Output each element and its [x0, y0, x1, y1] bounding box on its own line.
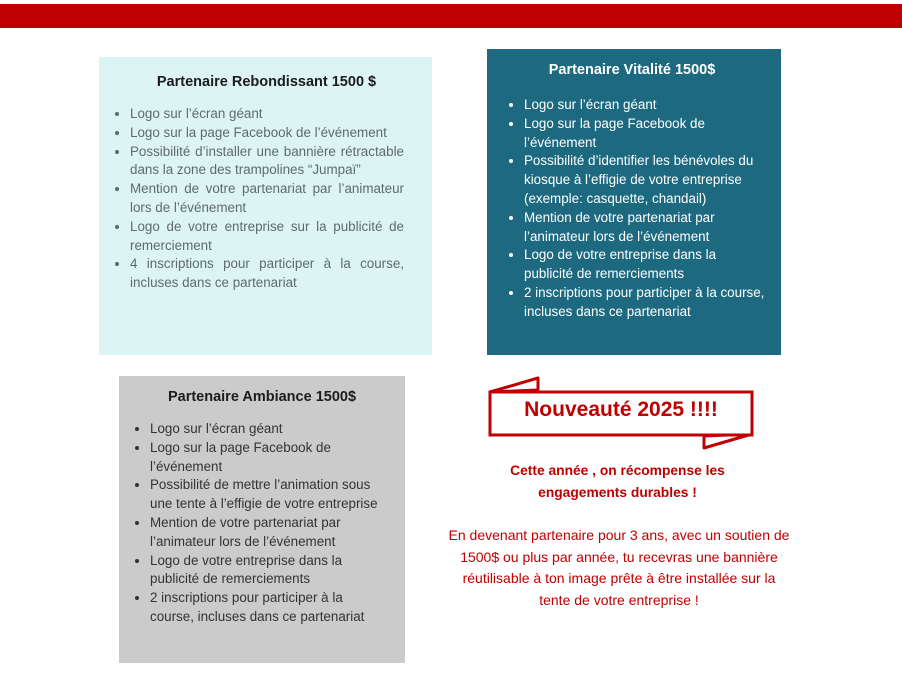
benefit-item: • Logo de votre entreprise dans la publicité de remerciements — [524, 246, 765, 284]
sponsor-card-rebondissant — [99, 57, 432, 355]
benefit-item: • Logo de votre entreprise sur la publicité de remerciement — [130, 218, 404, 256]
new-2025-ribbon — [486, 376, 756, 450]
top-banner-bar — [0, 4, 902, 28]
promo-subtitle: Cette année , on récompense les engagements durables ! — [510, 463, 725, 500]
benefits-list — [99, 105, 404, 293]
benefits-list — [119, 420, 383, 627]
sponsor-card-vitalite — [487, 49, 781, 355]
benefit-item: • 4 inscriptions pour participer à la course, incluses dans ce partenariat — [130, 255, 404, 293]
sponsor-title: Partenaire Ambiance 1500$ — [167, 389, 357, 405]
benefit-item: • Mention de votre partenariat par l’animateur lors de l’événement — [524, 209, 765, 247]
sponsor-title: Partenaire Vitalité 1500$ — [548, 62, 716, 78]
benefit-item: • Logo sur la page Facebook de l’événement — [130, 124, 404, 143]
benefit-item: • Possibilité d’installer une bannière rétractable dans la zone des trampolines “Jumpaï” — [130, 143, 404, 181]
benefit-item: • 2 inscriptions pour participer à la course, incluses dans ce partenariat — [150, 589, 383, 627]
benefit-item: • Logo de votre entreprise dans la publicité de remerciements — [150, 552, 383, 590]
benefit-item: • 2 inscriptions pour participer à la course, incluses dans ce partenariat — [524, 284, 765, 322]
promo-body: En devenant partenaire pour 3 ans, avec un soutien de 1500$ ou plus par année, tu recevras une bannière réutilisable à ton image prête à être installée sur la tente de votre entreprise ! — [448, 527, 790, 608]
benefits-list — [493, 96, 765, 322]
benefit-item: • Logo sur la page Facebook de l’événement — [150, 439, 383, 477]
benefit-item: • Logo sur l’écran géant — [130, 105, 404, 124]
ribbon-label: Nouveauté 2025 !!!! — [524, 398, 718, 421]
benefit-item: • Logo sur l’écran géant — [150, 420, 383, 439]
benefit-item: • Possibilité d’identifier les bénévoles du kiosque à l’effigie de votre entreprise (exemple: casquette, chandail) — [524, 152, 765, 208]
benefit-item: • Logo sur la page Facebook de l’événement — [524, 115, 765, 153]
benefit-item: • Logo sur l’écran géant — [524, 96, 765, 115]
benefit-item: • Possibilité de mettre l’animation sous une tente à l’effigie de votre entreprise — [150, 476, 383, 514]
sponsor-title: Partenaire Rebondissant 1500 $ — [156, 74, 377, 90]
benefit-item: • Mention de votre partenariat par l’animateur lors de l’événement — [150, 514, 383, 552]
sponsor-card-ambiance — [119, 376, 405, 663]
benefit-item: • Mention de votre partenariat par l’animateur lors de l’événement — [130, 180, 404, 218]
